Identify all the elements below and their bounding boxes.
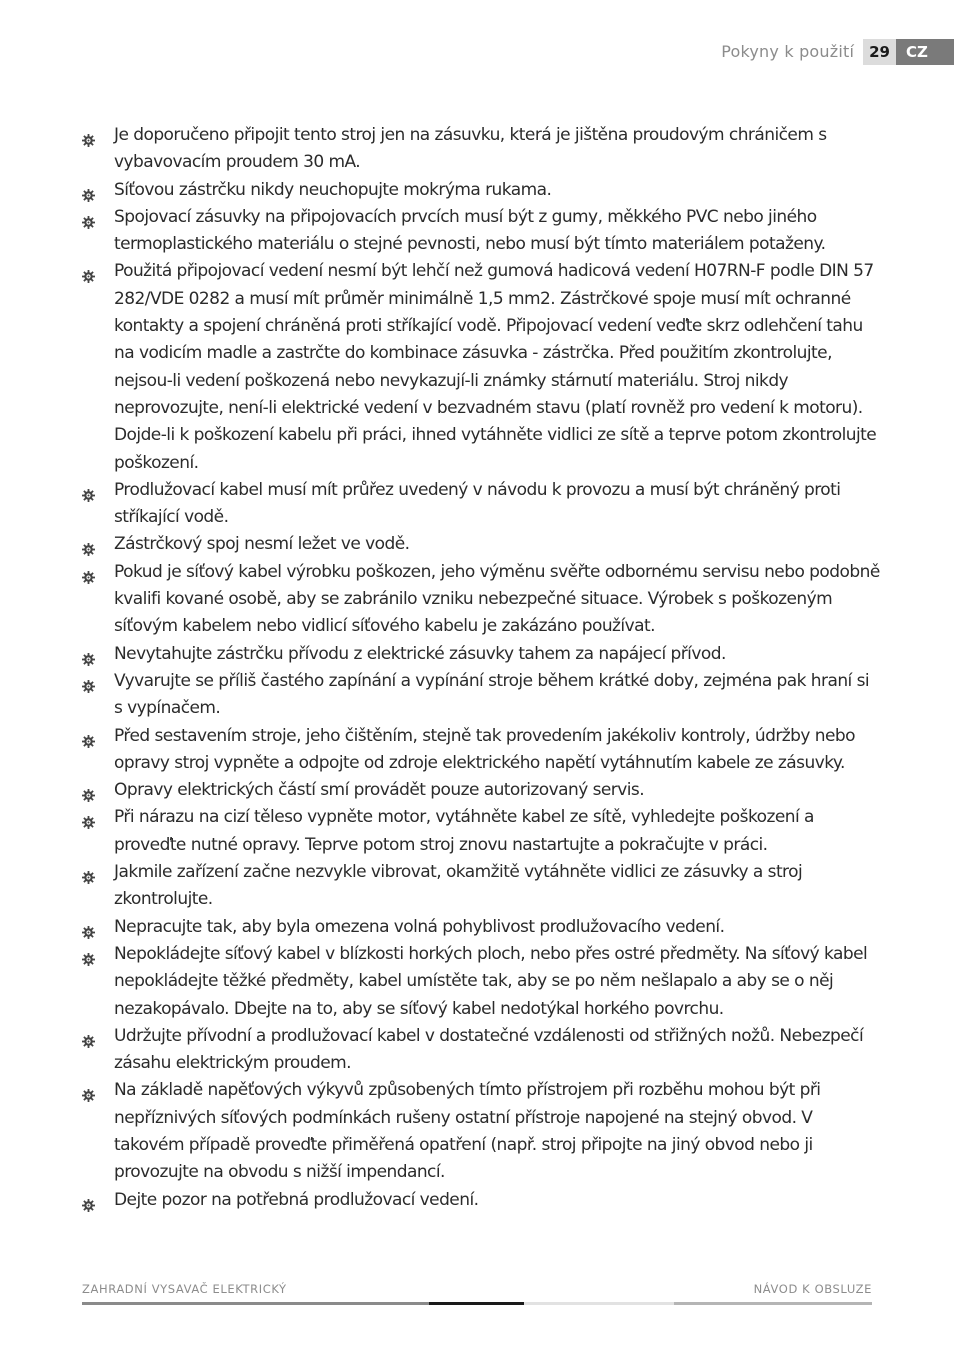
list-item xyxy=(82,1187,882,1214)
gear-bullet-icon xyxy=(82,1084,95,1097)
gear-bullet-icon xyxy=(82,1194,95,1207)
gear-bullet-icon xyxy=(82,211,95,224)
list-item xyxy=(82,723,882,778)
footer-bar-segment xyxy=(429,1302,524,1305)
list-item xyxy=(82,859,882,914)
gear-bullet-icon xyxy=(82,1030,95,1043)
list-item-text: Zástrčkový spoj nesmí ležet ve vodě. xyxy=(114,534,410,555)
gear-bullet-icon xyxy=(82,265,95,278)
list-item xyxy=(82,804,882,859)
language-tab: CZ xyxy=(896,39,954,65)
gear-bullet-icon xyxy=(82,784,95,797)
footer-bar-segment xyxy=(674,1302,872,1305)
gear-bullet-icon xyxy=(82,129,95,142)
list-item xyxy=(82,258,882,476)
list-item-text: Jakmile zařízení začne nezvykle vibrovat, okamžitě vytáhněte vidlici ze zásuvky a stroj zkontrolujte. xyxy=(114,862,803,910)
list-item-text: Nepracujte tak, aby byla omezena volná pohyblivost prodlužovacího vedení. xyxy=(114,916,725,937)
list-item-text: Spojovací zásuvky na připojovacích prvcích musí být z gumy, měkkého PVC nebo jiného termoplastického materiálu o stejné pevnosti, nebo musí být tímto materiálem potaženy. xyxy=(114,206,826,255)
gear-bullet-icon xyxy=(82,948,95,961)
list-item-text: Použitá připojovací vedení nesmí být lehčí než gumová hadicová vedení H07RN-F podle DIN 57 282/VDE 0282 a musí mít průměr minimálně 1,5 mm2. Zástrčkové spoje musí mít ochranné kontakty a spojení chráněná proti stříkající vodě. Připojovací vedení veďte skrz odlehčení tahu na vodicím madle a zastrčte do kombinace zásuvka - zástrčka. Před použitím zkontrolujte, nejsou-li vedení poškozená nebo nevykazují-li známky stárnutí materiálu. Stroj nikdy neprovozujte, není-li elektrické vedení v bezvadném stavu (platí rovněž pro vedení k motoru). Dojde-li k poškození kabelu při práci, ihned vytáhněte vidlici ze sítě a teprve potom zkontrolujte poškození. xyxy=(114,261,877,473)
list-item xyxy=(82,1023,882,1078)
list-item-text: Při nárazu na cizí těleso vypněte motor, vytáhněte kabel ze sítě, vyhledejte poškození a proveďte nutné opravy. Teprve potom stroj znovu nastartujte a pokračujte v práci. xyxy=(114,807,814,855)
list-item-text: Opravy elektrických částí smí provádět pouze autorizovaný servis. xyxy=(114,780,645,801)
list-item xyxy=(82,1077,882,1186)
list-item-text: Nepokládejte síťový kabel v blízkosti horkých ploch, nebo přes ostré předměty. Na síťový kabel nepokládejte těžké předměty, kabel umístěte tak, aby se po něm nešlapalo a aby se o něj nezakopávalo. Dbejte na to, aby se síťový kabel nedotýkal horkého povrchu. xyxy=(114,943,868,1019)
gear-bullet-icon xyxy=(82,484,95,497)
gear-bullet-icon xyxy=(82,566,95,579)
footer-bar-segment xyxy=(82,1302,429,1305)
list-item xyxy=(82,668,882,723)
list-item-text: Vyvarujte se příliš častého zapínání a vypínání stroje během krátké doby, zejména pak hraní si s vypínačem. xyxy=(114,670,870,719)
list-item-text: Prodlužovací kabel musí mít průřez uvedený v návodu k provozu a musí být chráněný proti stříkající vodě. xyxy=(114,479,841,528)
list-item-text: Síťovou zástrčku nikdy neuchopujte mokrýma rukama. xyxy=(114,179,552,200)
list-item-text: Na základě napěťových výkyvů způsobených tímto přístrojem při rozběhu mohou být při nepříznivých síťových podmínkách rušeny ostatní přístroje napojené na stejný obvod. V takovém případě proveďte přiměřená opatření (např. stroj připojte na jiný obvod nebo ji provozujte na obvodu s nižší impendancí. xyxy=(114,1080,821,1183)
list-item-text: Je doporučeno připojit tento stroj jen na zásuvku, která je jištěna proudovým chráničem s vybavovacím proudem 30 mA. xyxy=(114,125,827,173)
gear-bullet-icon xyxy=(82,811,95,824)
list-item xyxy=(82,531,882,558)
footer-divider xyxy=(82,1302,872,1305)
gear-bullet-icon xyxy=(82,730,95,743)
bullet-list xyxy=(82,122,882,1214)
list-item-text: Před sestavením stroje, jeho čištěním, stejně tak provedením jakékoliv kontroly, údržby nebo opravy stroj vypněte a odpojte od zdroje elektrického napětí vytáhnutím kabele ze zásuvky. xyxy=(114,725,856,773)
list-item-text: Dejte pozor na potřebná prodlužovací vedení. xyxy=(114,1189,479,1210)
gear-bullet-icon xyxy=(82,184,95,197)
gear-bullet-icon xyxy=(82,921,95,934)
list-item-text: Pokud je síťový kabel výrobku poškozen, jeho výměnu svěřte odbornému servisu nebo podobně kvalifi kované osobě, aby se zabránilo vzniku nebezpečné situace. Výrobek s poškozeným síťovým kabelem nebo vidlicí síťového kabelu je zakázáno používat. xyxy=(114,561,880,637)
list-item xyxy=(82,641,882,668)
list-item xyxy=(82,914,882,941)
section-title: Pokyny k použití xyxy=(721,42,855,61)
footer-manual-label: NÁVOD K OBSLUZE xyxy=(753,1282,872,1296)
list-item xyxy=(82,204,882,259)
gear-bullet-icon xyxy=(82,675,95,688)
list-item-text: Nevytahujte zástrčku přívodu z elektrické zásuvky tahem za napájecí přívod. xyxy=(114,643,726,664)
gear-bullet-icon xyxy=(82,648,95,661)
list-item xyxy=(82,477,882,532)
gear-bullet-icon xyxy=(82,538,95,551)
gear-bullet-icon xyxy=(82,866,95,879)
list-item xyxy=(82,941,882,1023)
list-item xyxy=(82,559,882,641)
list-item xyxy=(82,777,882,804)
footer-bar-segment xyxy=(524,1302,674,1305)
list-item xyxy=(82,122,882,177)
list-item-text: Udržujte přívodní a prodlužovací kabel v dostatečné vzdálenosti od střižných nožů. Nebezpečí zásahu elektrickým proudem. xyxy=(114,1025,864,1074)
safety-instructions xyxy=(82,122,882,1214)
list-item xyxy=(82,177,882,204)
page-header xyxy=(721,39,954,65)
page-number: 29 xyxy=(863,39,896,65)
footer-product-name: ZAHRADNÍ VYSAVAČ ELEKTRICKÝ xyxy=(82,1282,287,1296)
